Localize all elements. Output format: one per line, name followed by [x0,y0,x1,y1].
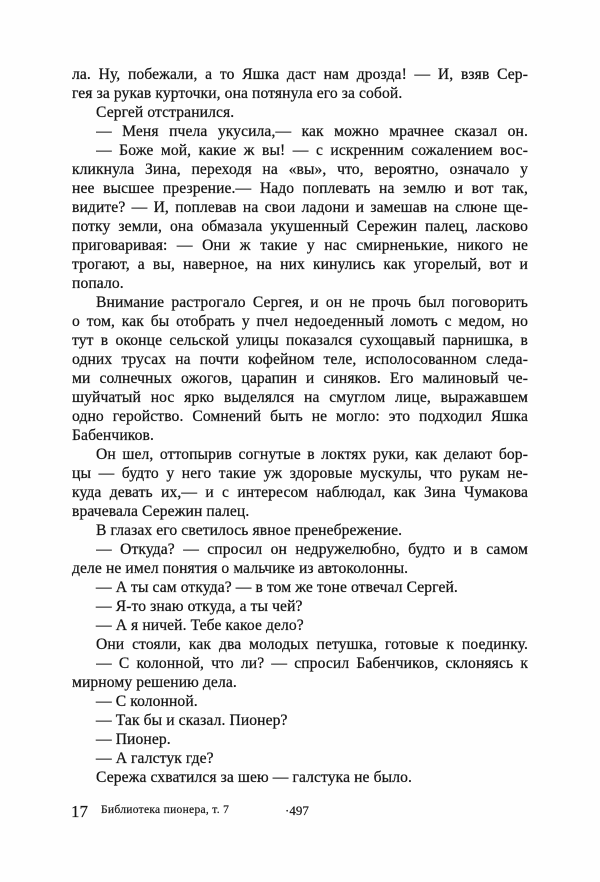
text-line: деле не имел понятия о мальчике из автоколонны. [72,560,409,577]
text-line: — С колонной, что ли? — спросил Бабенчиков, склоняясь к [96,655,528,672]
text-line: ми солнечных ожогов, царапин и синяков. Его малиновый че- [72,370,528,387]
printer-signature-mark: 17 [71,802,88,821]
text-line: Сергей отстранился. [96,104,235,121]
text-line: врачевала Сережин палец. [72,503,250,520]
text-line: — Меня пчела укусила,— как можно мрачнее сказал он. [96,123,528,140]
text-line: — С колонной. [96,693,198,710]
text-line: ла. Ну, побежали, а то Яшка даст нам дрозда! — И, взяв Сер- [72,66,528,83]
text-line: — Я-то знаю откуда, а ты чей? [96,598,303,615]
text-line: нее высшее презрение.— Надо поплевать на землю и вот так, [72,180,528,197]
text-line: потку земли, она обмазала укушенный Сережин палец, ласково [72,218,528,235]
text-line: цы — будто у него такие уж здоровые мускулы, что рукам не- [72,465,528,482]
series-title: Библиотека пионера, т. 7 [101,804,230,816]
text-line: Внимание растрогало Сергея, и он не прочь был поговорить [96,294,528,311]
text-line: мирному решению дела. [72,674,237,691]
page-number: ·497 [285,803,309,818]
text-line: В глазах его светилось явное пренебрежение. [96,522,403,539]
text-line: Сережа схватился за шею — галстука не было. [96,769,412,786]
text-line: трогают, а вы, наверное, на них кинулись как угорелый, вот и [72,256,528,273]
text-line: о том, как бы отобрать у пчел недоеденный ломоть с медом, но [72,313,528,330]
text-line: Они стояли, как два молодых петушка, готовые к поединку. [96,636,528,653]
text-line: — Пионер. [96,731,171,748]
text-line: приговаривая: — Они ж такие у нас смирненькие, никого не [72,237,528,254]
text-line: кликнула Зина, переходя на «вы», что, вероятно, означало у [72,161,528,178]
text-line: — А я ничей. Тебе какое дело? [96,617,304,634]
text-line: гея за рукав курточки, она потянула его за собой. [72,85,403,102]
text-line: — Так бы и сказал. Пионер? [96,712,288,729]
text-line: куда девать их,— и с интересом наблюдал, как Зина Чумакова [72,484,528,501]
text-line: Бабенчиков. [72,427,154,444]
text-line: — Боже мой, какие ж вы! — с искренним сожалением вос- [96,142,528,159]
text-line: тут в оконце сельской улицы показался сухощавый парнишка, в [72,332,528,349]
text-line: — Откуда? — спросил он недружелюбно, будто и в самом [96,541,528,558]
text-line: видите? — И, поплевав на свои ладони и замешав на слюне ще- [72,199,528,216]
text-line: одних трусах на почти кофейном теле, исполосованном следа- [72,351,528,368]
text-line: Он шел, оттопырив согнутые в локтях руки, как делают бор- [96,446,528,463]
text-line: попало. [72,275,124,292]
text-line: — А ты сам откуда? — в том же тоне отвечал Сергей. [96,579,458,596]
text-line: одно геройство. Сомнений быть не могло: это подходил Яшка [72,408,528,425]
text-line: — А галстук где? [96,750,214,767]
text-line: шуйчатый нос ярко выделялся на смуглом лице, выражавшем [72,389,528,406]
